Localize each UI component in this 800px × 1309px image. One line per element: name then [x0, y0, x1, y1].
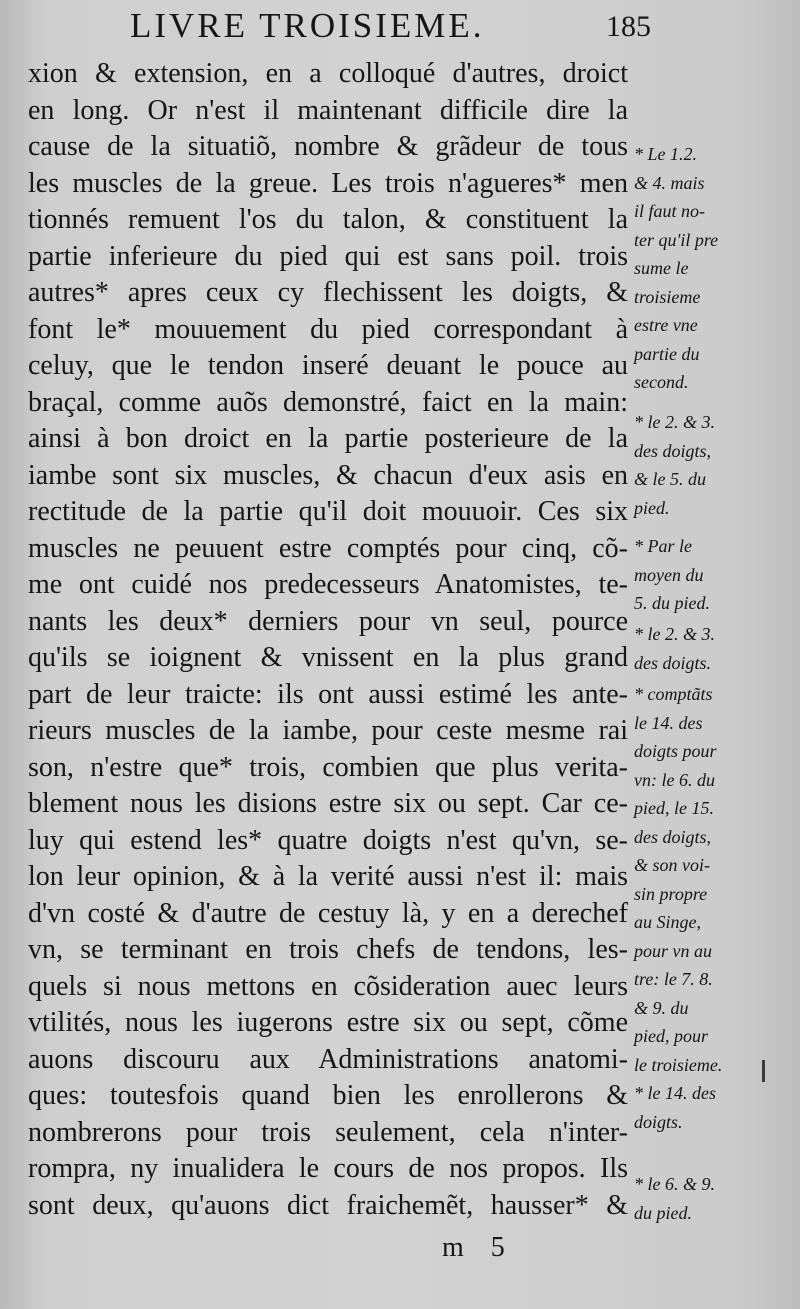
text-line: vn, se terminant en trois chefs de tendons, les-	[28, 934, 628, 965]
margin-note-line: le troisieme.	[634, 1054, 723, 1075]
text-line: cause de la situatiõ, nombre & grãdeur de tous	[28, 131, 628, 162]
text-line: sont deux, qu'auons dict fraichemẽt, hausser* &	[28, 1189, 628, 1221]
text-line: tionnés remuent l'os du talon, & constituent la	[28, 204, 628, 235]
text-line: rompra, ny inualidera le cours de nos propos. Ils	[28, 1153, 628, 1184]
margin-note-line: & 4. mais	[634, 172, 705, 193]
margin-note-line: pied, pour	[634, 1026, 708, 1046]
margin-note-line: des doigts.	[634, 652, 712, 673]
text-line: vtilités, nous les iugerons estre six ou sept, cõme	[28, 1007, 628, 1038]
text-line: nants les deux* derniers pour vn seul, pource	[28, 605, 628, 637]
margin-note-line: tre: le 7. 8.	[634, 969, 713, 989]
margin-note-line: 5. du pied.	[634, 593, 710, 613]
margin-note-line: il faut no-	[634, 201, 705, 221]
running-head	[0, 6, 800, 50]
margin-note-line: sume le	[634, 258, 689, 278]
text-line: celuy, que le tendon inseré deuant le pouce au	[28, 350, 628, 381]
text-line: muscles ne peuuent estre comptés pour cinq, cõ-	[28, 532, 628, 564]
text-line: son, n'estre que* trois, combien que plus verita-	[28, 751, 628, 783]
margin-note-line: vn: le 6. du	[634, 769, 715, 790]
margin-note-line: sin propre	[634, 883, 708, 904]
text-line: auons discouru aux Administrations anatomi-	[28, 1043, 628, 1075]
text-line: lon leur opinion, & à la verité aussi n'est il: mais	[28, 861, 628, 892]
text-line: qu'ils se ioignent & vnissent en la plus grand	[28, 642, 628, 673]
margin-note-line: du pied.	[634, 1202, 692, 1223]
margin-note-line: * comptãts	[634, 684, 713, 704]
text-line: blement nous les disions estre six ou sept. Car ce-	[28, 788, 628, 819]
text-line: ainsi à bon droict en la partie posterieure de la	[28, 423, 628, 454]
text-line: ques: toutesfois quand bien les enrollerons &	[28, 1080, 628, 1111]
margin-note-line: des doigts,	[634, 826, 712, 847]
margin-note-line: second.	[634, 372, 689, 392]
margin-note-line: pied.	[634, 497, 670, 518]
margin-note-line: doigts.	[634, 1111, 683, 1132]
text-line: xion & extension, en a colloqué d'autres, droict	[28, 58, 628, 89]
text-line: part de leur traicte: ils ont aussi estimé les ante-	[28, 678, 628, 710]
margin-note-line: moyen du	[634, 564, 704, 585]
margin-note-line: * le 6. & 9.	[634, 1174, 715, 1194]
margin-note-line: ter qu'il pre	[634, 229, 719, 250]
margin-note-line: * le 2. & 3.	[634, 624, 715, 644]
margin-note	[634, 140, 792, 397]
margin-note-line: au Singe,	[634, 912, 701, 932]
margin-note-line: * Le 1.2.	[634, 144, 697, 164]
margin-note	[634, 532, 792, 618]
margin-note	[634, 1170, 792, 1227]
page-number: 185	[606, 10, 651, 43]
margin-note-line: partie du	[634, 343, 700, 364]
text-line: autres* apres ceux cy flechissent les doigts, &	[28, 277, 628, 308]
margin-note-line: troisieme	[634, 286, 701, 307]
margin-note-line: doigts pour	[634, 741, 717, 761]
margin-note-line: le 14. des	[634, 712, 703, 733]
margin-note	[634, 680, 792, 1136]
text-line: font le* mouuement du pied correspondant à	[28, 313, 628, 345]
margin-note-line: pour vn au	[634, 940, 712, 961]
text-line: me ont cuidé nos predecesseurs Anatomistes, te-	[28, 569, 628, 600]
text-line: luy qui estend les* quatre doigts n'est qu'vn, se-	[28, 824, 628, 856]
margin-note-line: & le 5. du	[634, 469, 706, 489]
margin-note-line: estre vne	[634, 315, 698, 335]
text-line: rieurs muscles de la iambe, pour ceste mesme rai	[28, 715, 628, 746]
text-line: d'vn costé & d'autre de cestuy là, y en a derechef	[28, 897, 628, 929]
margin-note	[634, 620, 792, 677]
text-line: les muscles de la greue. Les trois n'agueres* men	[28, 167, 628, 199]
margin-note-line: * le 2. & 3.	[634, 412, 715, 432]
margin-note-line: pied, le 15.	[634, 798, 714, 818]
text-line: partie inferieure du pied qui est sans poil. trois	[28, 240, 628, 272]
running-title: LIVRE TROISIEME.	[130, 6, 485, 45]
margin-note-line: & 9. du	[634, 997, 689, 1018]
margin-note	[634, 408, 792, 522]
margin-note-line: des doigts,	[634, 440, 712, 461]
text-line: braçal, comme auõs demonstré, faict en la main:	[28, 386, 628, 418]
signature-mark: m 5	[442, 1232, 515, 1263]
margin-note-line: * Par le	[634, 536, 692, 556]
text-line: quels si nous mettons en cõsideration auec leurs	[28, 970, 628, 1002]
ink-mark	[762, 1060, 765, 1082]
text-line: iambe sont six muscles, & chacun d'eux asis en	[28, 459, 628, 491]
margin-note-line: & son voi-	[634, 855, 710, 875]
text-line: rectitude de la partie qu'il doit mouuoir. Ces six	[28, 496, 628, 527]
text-line: nombrerons pour trois seulement, cela n'inter-	[28, 1116, 628, 1148]
margin-note-line: * le 14. des	[634, 1083, 716, 1103]
main-text-block	[28, 56, 628, 1224]
text-line: en long. Or n'est il maintenant difficile dire la	[28, 94, 628, 126]
